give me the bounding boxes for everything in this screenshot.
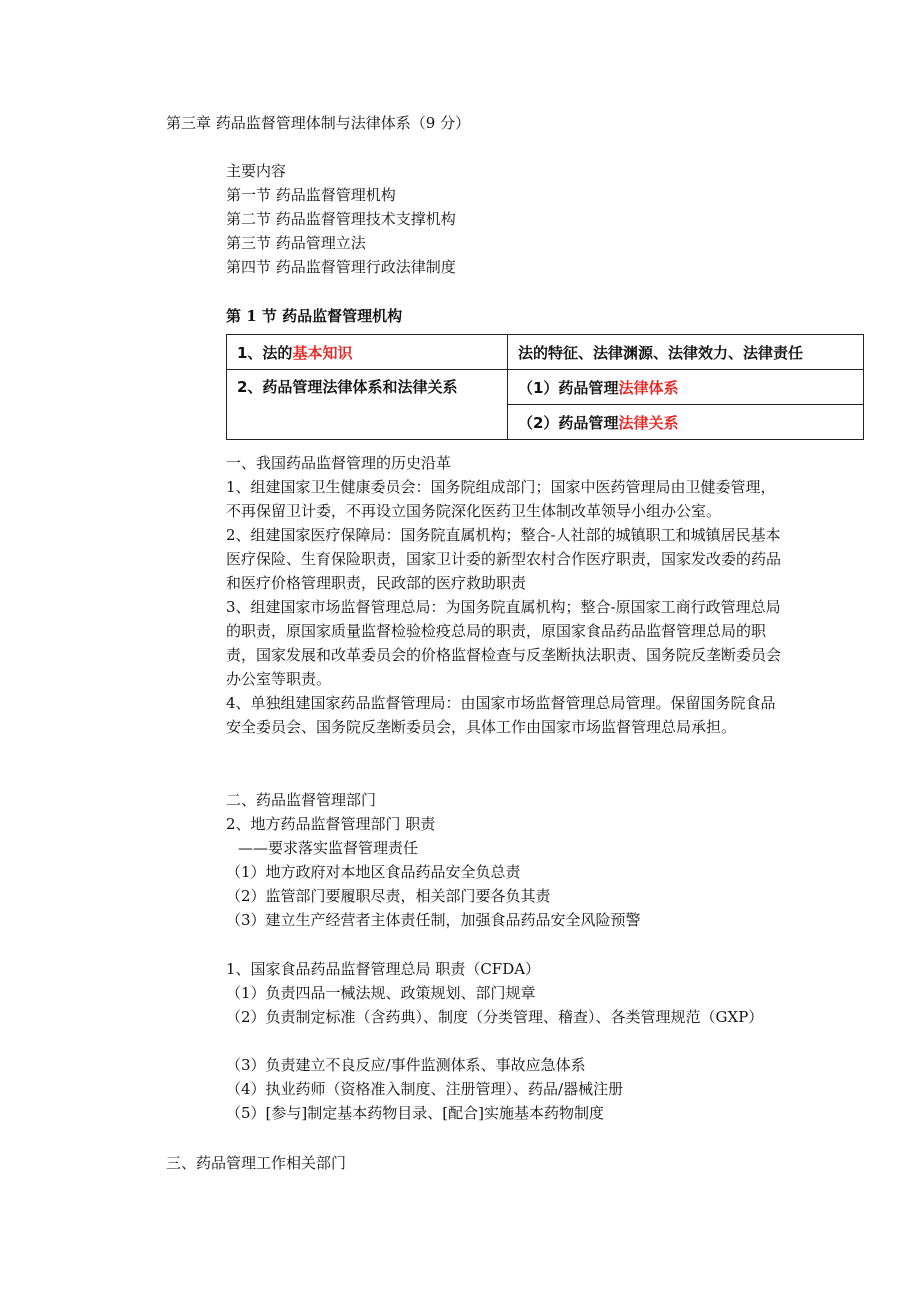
table-cell: 2、药品管理法律体系和法律关系 [227,370,508,440]
contents-item: 第三节 药品管理立法 [226,234,366,252]
contents-item: 第二节 药品监督管理技术支撑机构 [226,210,456,228]
history-paragraph-4: 4、单独组建国家药品监督管理局：由国家市场监督管理总局管理。保留国务院食品安全委员会、国务院反垄断委员会，具体工作由国家市场监督管理总局承担。 [226,694,776,736]
list-item: （4）执业药师（资格准入制度、注册管理）、药品/器械注册 [226,1080,624,1098]
knowledge-table [226,334,864,440]
history-paragraph-3: 3、组建国家市场监督管理总局：为国务院直属机构；整合-原国家工商行政管理总局的职责，原国家质量监督检验检疫总局的职责，原国家食品药品监督管理总局的职责，国家发展和改革委员会的价格监督检查与反垄断执法职责、国务院反垄断委员会办公室等职责。 [226,598,782,688]
local-dept-title: 2、地方药品监督管理部门 职责 [226,815,436,833]
list-item: （3）建立生产经营者主体责任制，加强食品药品安全风险预警 [226,911,641,929]
basic-knowledge-highlight: 基本知识 [292,343,353,362]
list-item: （1）地方政府对本地区食品药品安全负总责 [226,863,521,881]
chapter-title: 第三章 药品监督管理体制与法律体系（9 分） [166,114,471,132]
history-heading: 一、我国药品监督管理的历史沿革 [226,454,452,472]
law-system-label: （1）药品管理 [518,378,619,397]
departments-heading: 二、药品监督管理部门 [226,791,377,809]
law-relation-highlight: 法律关系 [618,413,679,432]
history-paragraph-1: 1、组建国家卫生健康委员会：国务院组成部门；国家中医药管理局由卫健委管理，不再保留卫计委，不再设立国务院深化医药卫生体制改革领导小组办公室。 [226,478,776,520]
table-cell [508,370,864,405]
section1-title: 第 1 节 药品监督管理机构 [226,307,403,325]
list-item: （3）负责建立不良反应/事件监测体系、事故应急体系 [226,1056,586,1074]
cfda-title: 1、国家食品药品监督管理总局 职责（CFDA） [226,960,541,978]
list-item: （5）[参与]制定基本药物目录、[配合]实施基本药物制度 [226,1104,604,1122]
list-item: （2）监管部门要履职尽责，相关部门要各负其责 [226,887,551,905]
table-row [227,335,864,370]
table-cell [227,335,508,370]
list-item: （1）负责四品一械法规、政策规划、部门规章 [226,984,536,1002]
contents-heading: 主要内容 [226,162,287,180]
section3-title: 三、药品管理工作相关部门 [166,1154,347,1172]
history-paragraph-2: 2、组建国家医疗保障局：国务院直属机构；整合-人社部的城镇职工和城镇居民基本医疗保险、生育保险职责，国家卫计委的新型农村合作医疗职责，国家发改委的药品和医疗价格管理职责，民政部的医疗救助职责 [226,526,782,592]
basic-knowledge-label: 1、法的 [237,343,293,362]
law-relation-label: （2）药品管理 [518,413,619,432]
table-cell [508,405,864,440]
contents-item: 第四节 药品监督管理行政法律制度 [226,258,456,276]
law-system-highlight: 法律体系 [618,378,679,397]
table-row [227,370,864,405]
table-cell: 法的特征、法律渊源、法律效力、法律责任 [508,335,864,370]
contents-item: 第一节 药品监督管理机构 [226,186,396,204]
local-dept-subtitle: ——要求落实监督管理责任 [238,839,419,857]
list-item: （2）负责制定标准（含药典）、制度（分类管理、稽查）、各类管理规范（GXP） [226,1008,764,1026]
